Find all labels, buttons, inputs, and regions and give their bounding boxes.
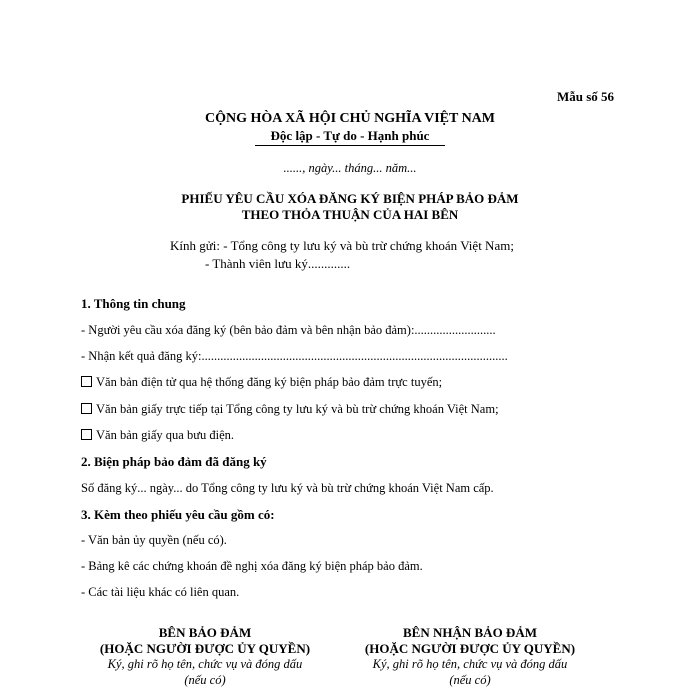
recipient-line2: - Thành viên lưu ký............. [205, 256, 351, 271]
option-paper-direct[interactable] [81, 402, 499, 417]
registration-text: Số đăng ký... ngày... do Tổng công ty lưu ký và bù trừ chứng khoán Việt Nam cấp. [81, 481, 494, 495]
country-name: CỘNG HÒA XÃ HỘI CHỦ NGHĨA VIỆT NAM [204, 111, 495, 126]
right-signature-subtitle: (HOẶC NGƯỜI ĐƯỢC ỦY QUYỀN) [364, 641, 576, 656]
option-electronic-label: Văn bản điện tử qua hệ thống đăng ký biện pháp bảo đảm trực tuyến; [96, 375, 443, 389]
right-signature-note: Ký, ghi rõ họ tên, chức vụ và đóng dấu [372, 657, 568, 671]
left-signature-title: BÊN BẢO ĐẢM [158, 625, 252, 640]
document-title-line2: THEO THỎA THUẬN CỦA HAI BÊN [241, 207, 459, 222]
left-signature-subtitle: (HOẶC NGƯỜI ĐƯỢC ỦY QUYỀN) [99, 641, 311, 656]
option-paper-direct-label: Văn bản giấy trực tiếp tại Tổng công ty lưu ký và bù trừ chứng khoán Việt Nam; [96, 402, 499, 416]
option-post-label: Văn bản giấy qua bưu điện. [96, 428, 234, 442]
attachment-item: - Văn bản ủy quyền (nếu có). [81, 533, 227, 547]
requester-field: - Người yêu cầu xóa đăng ký (bên bảo đảm và bên nhận bảo đảm):.......................... [81, 323, 496, 337]
attachment-item: - Bảng kê các chứng khoán đề nghị xóa đăng ký biện pháp bảo đảm. [81, 559, 423, 573]
section3-heading: 3. Kèm theo phiếu yêu cầu gồm có: [81, 507, 275, 522]
left-signature-note: Ký, ghi rõ họ tên, chức vụ và đóng dấu [107, 657, 303, 671]
attachment-item: - Các tài liệu khác có liên quan. [81, 585, 240, 599]
section2-heading: 2. Biện pháp bảo đảm đã đăng ký [81, 454, 267, 469]
option-post[interactable] [81, 428, 234, 443]
option-electronic[interactable] [81, 375, 442, 390]
left-signature-note-optional: (nếu có) [184, 673, 226, 687]
right-signature-note-optional: (nếu có) [449, 673, 491, 687]
form-number: Mẫu số 56 [557, 89, 615, 104]
checkbox-electronic[interactable] [81, 376, 92, 387]
checkbox-paper-direct[interactable] [81, 403, 92, 414]
result-receipt-field: - Nhận kết quả đăng ký:.................................................................................................. [81, 349, 508, 363]
document-title-line1: PHIẾU YÊU CẦU XÓA ĐĂNG KÝ BIỆN PHÁP BẢO ĐẢM [181, 191, 519, 206]
section1-heading: 1. Thông tin chung [81, 296, 186, 311]
motto: Độc lập - Tự do - Hạnh phúc [270, 128, 430, 143]
recipient-line1: Kính gửi: - Tổng công ty lưu ký và bù trừ chứng khoán Việt Nam; [170, 238, 514, 253]
date-line: ......, ngày... tháng... năm... [283, 161, 417, 175]
motto-underline [255, 145, 445, 146]
right-signature-title: BÊN NHẬN BẢO ĐẢM [403, 625, 537, 640]
checkbox-post[interactable] [81, 429, 92, 440]
